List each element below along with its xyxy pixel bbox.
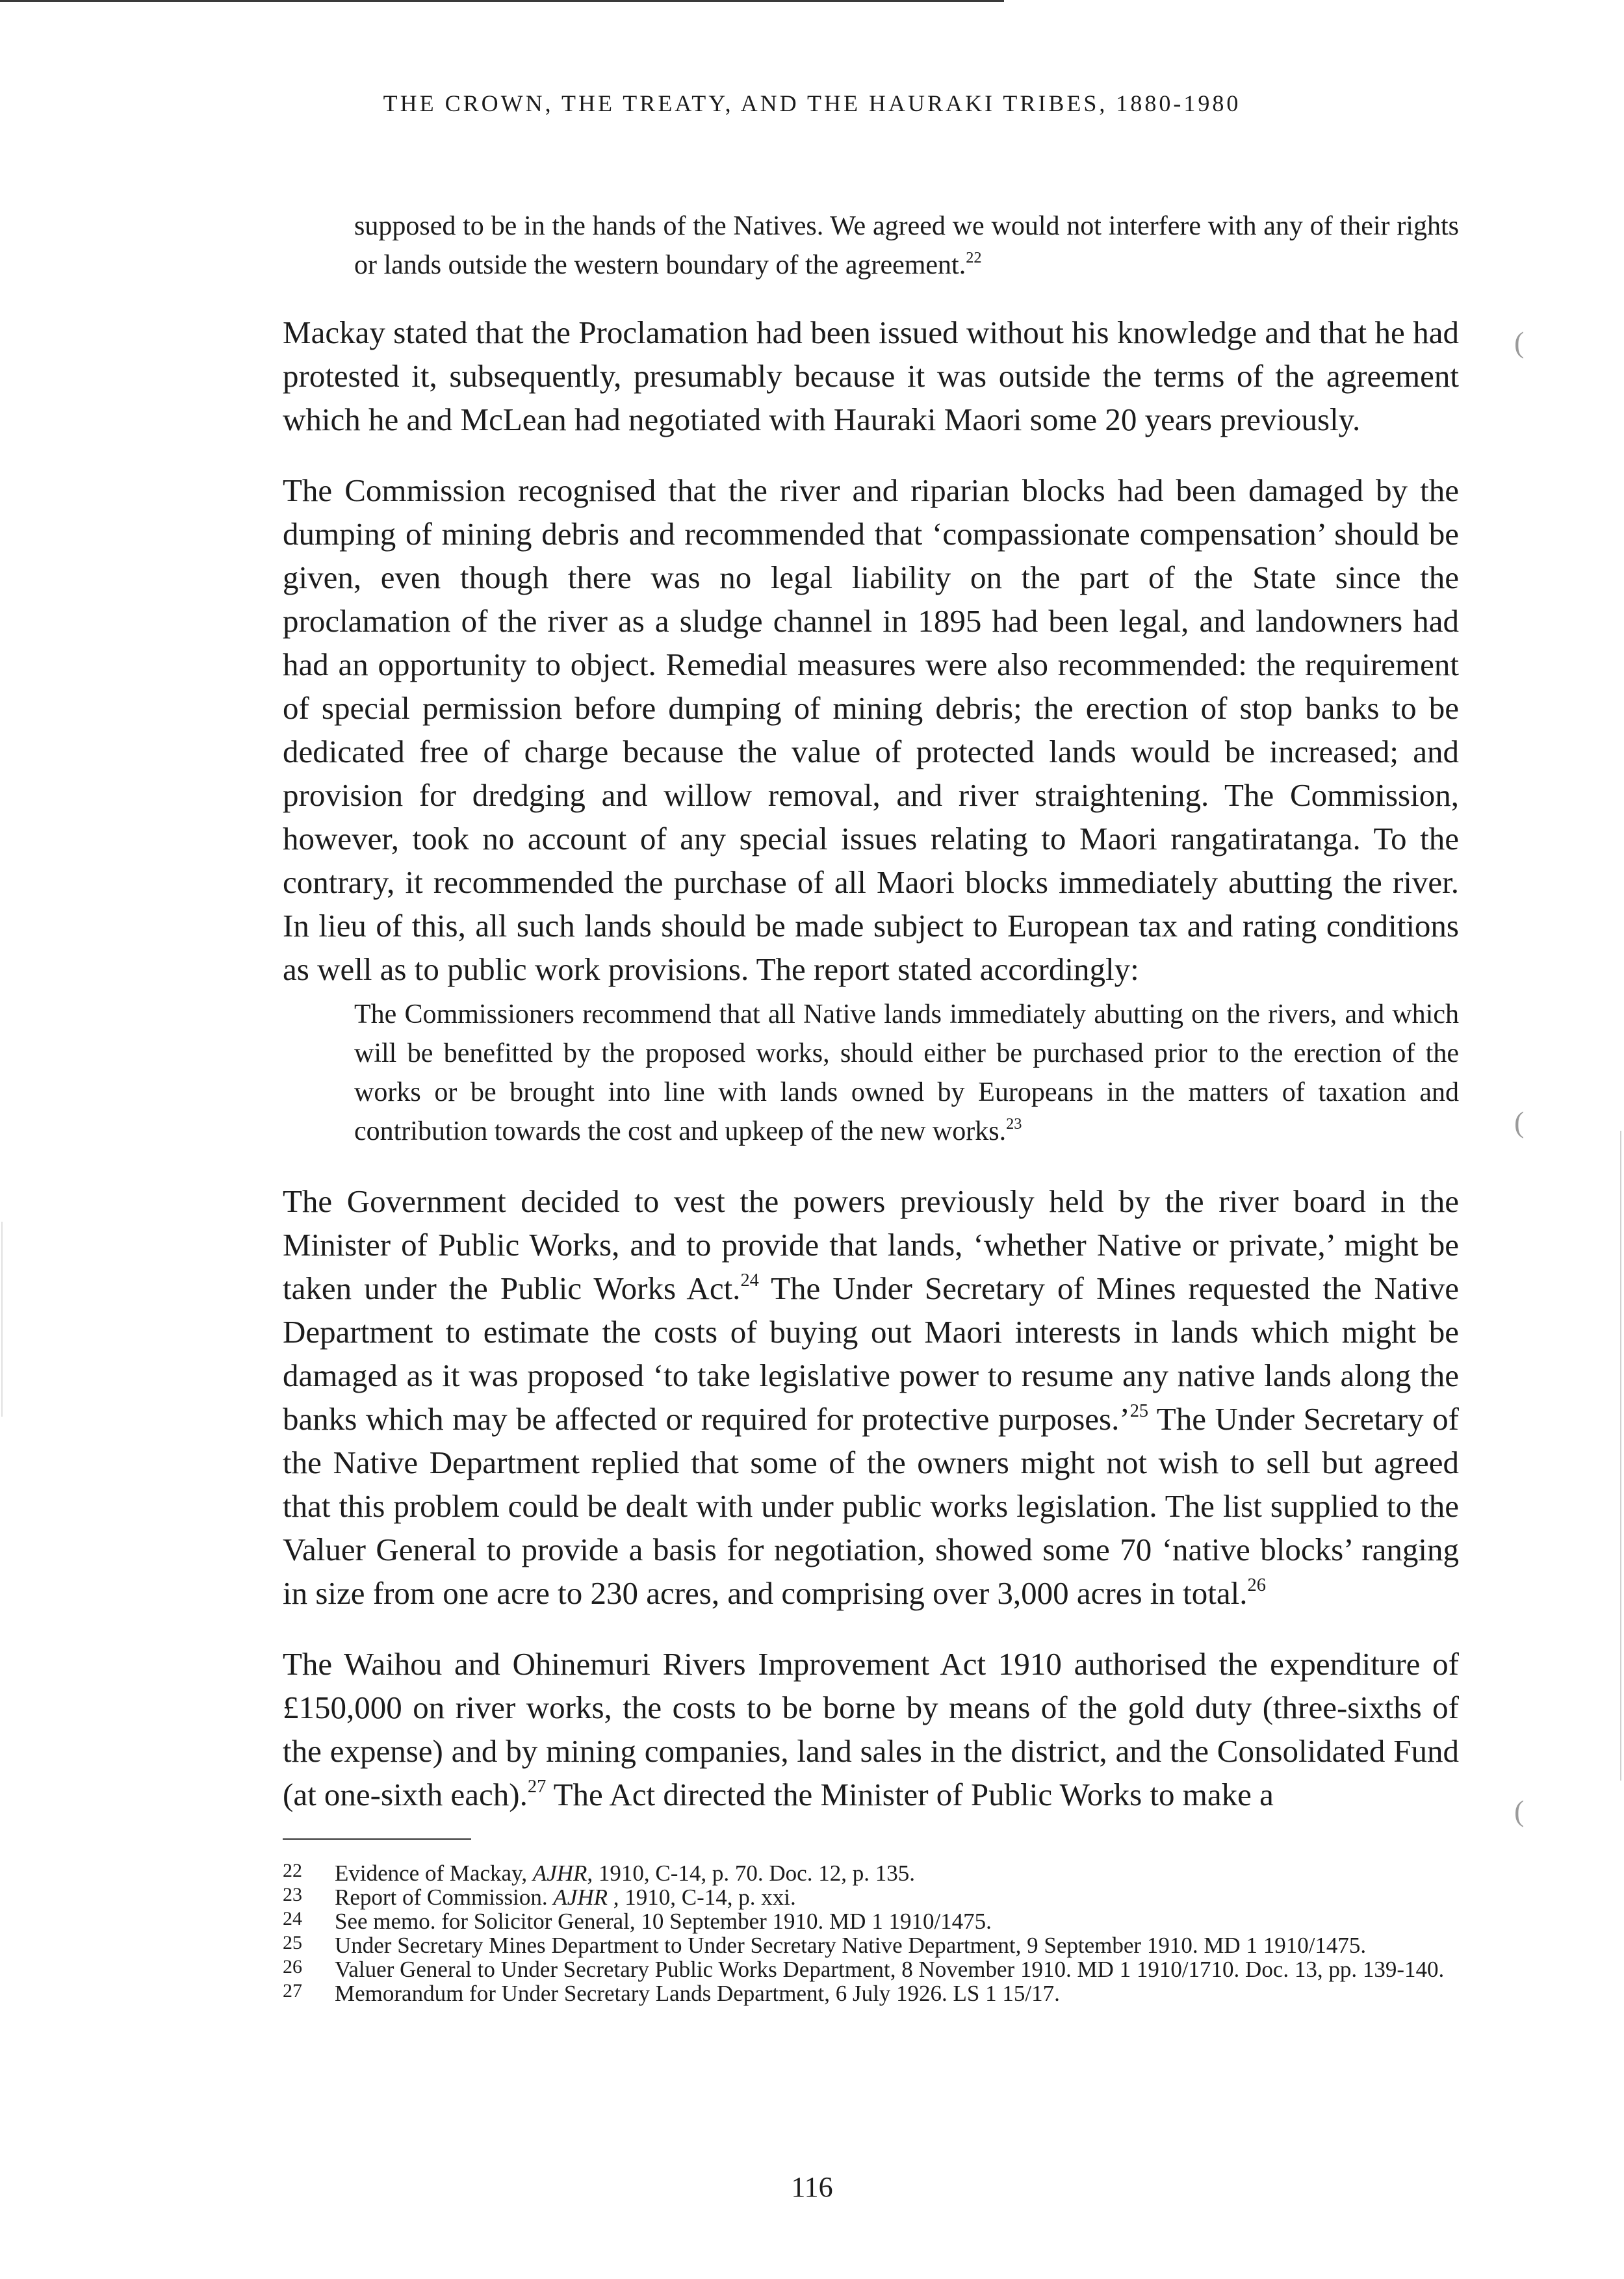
main-text <box>283 207 1459 1844</box>
block-quote-1 <box>354 207 1459 285</box>
footnote-ref: 23 <box>1006 1114 1022 1133</box>
sentence: The Under Secretary of the Native Department replied that some of the owners might not wish to sell but agreed that this problem could be dealt with under public works legislation. The list supplied to the Valuer General to provide a basis for negotiation, showed some 70 ‘native blocks’ ranging in size from one acre to 230 acres, and comprising over 3,000 acres in total. <box>283 1401 1459 1611</box>
footnote-text: , 1910, C-14, p. 70. Doc. 12, p. 135. <box>587 1861 915 1886</box>
margin-bracket-mark: ( <box>1514 1105 1525 1139</box>
footnote-ref: 26 <box>1247 1575 1266 1596</box>
block-quote-2 <box>354 995 1459 1151</box>
footnote <box>283 1908 1459 1934</box>
footnote <box>283 1956 1459 1982</box>
footnote <box>283 1932 1459 1958</box>
footnote-separator <box>283 1838 471 1840</box>
margin-bracket-mark: ( <box>1514 326 1525 359</box>
sentence: The Act directed the Minister of Public Works to make a <box>546 1777 1274 1812</box>
footnote <box>283 1862 1459 1885</box>
sentence: The Under Secretary of Mines requested the Native Department to estimate the costs of buying out Maori interests in lands which might be damaged as it was proposed ‘to take legislative power to resume any native lands along the banks which may be affected or required for protective purposes.’ <box>283 1270 1459 1437</box>
footnotes <box>283 1862 1459 2007</box>
footnote-ref: 22 <box>966 248 982 266</box>
scan-edge-line <box>1 1222 3 1417</box>
footnote-ref: 24 <box>740 1270 759 1291</box>
footnote-number: 23 <box>283 1884 302 1905</box>
scan-edge-line <box>1620 1131 1621 1781</box>
footnote-text: Under Secretary Mines Department to Under Secretary Native Department, 9 September 1910. MD 1 1910/1475. <box>335 1933 1367 1958</box>
footnote-text: Valuer General to Under Secretary Public Works Department, 8 November 1910. MD 1 1910/1710. Doc. 13, pp. 139-140. <box>335 1957 1445 1982</box>
footnote-ref: 25 <box>1129 1401 1149 1422</box>
footnote-italic: AJHR <box>532 1861 587 1886</box>
margin-bracket-mark: ( <box>1514 1794 1525 1827</box>
footnote-italic: AJHR <box>553 1885 608 1910</box>
footnote-number: 27 <box>283 1980 302 2002</box>
paragraph-1: Mackay stated that the Proclamation had been issued without his knowledge and that he had protested it, subsequently, presumably because it was outside the terms of the agreement which he and McLean had negotiated with Hauraki Maori some 20 years previously. <box>283 315 1459 437</box>
top-border-rule <box>0 0 1004 2</box>
running-head: THE CROWN, THE TREATY, AND THE HAURAKI TRIBES, 1880-1980 <box>383 90 1241 116</box>
footnote-text: Memorandum for Under Secretary Lands Department, 6 July 1926. LS 1 15/17. <box>335 1981 1060 2006</box>
quote-text: supposed to be in the hands of the Natives. We agreed we would not interfere with any of their rights or lands outside the western boundary of the agreement. <box>354 211 1459 280</box>
footnote <box>283 1980 1459 2006</box>
page-number: 116 <box>791 2171 833 2203</box>
paragraph-4 <box>283 1642 1459 1816</box>
footnote-number: 25 <box>283 1932 302 1953</box>
footnote <box>283 1886 1459 1909</box>
footnote-number: 26 <box>283 1956 302 1977</box>
footnote-number: 22 <box>283 1860 302 1881</box>
sentence: The Government decided to vest the powers previously held by the river board in the Minister of Public Works, and to provide that lands, ‘whether Native or private,’ might be taken under the Public Works Act. <box>283 1183 1459 1306</box>
footnote-ref: 27 <box>527 1777 547 1797</box>
footnote-text: See memo. for Solicitor General, 10 September 1910. MD 1 1910/1475. <box>335 1909 992 1934</box>
quote-text: The Commissioners recommend that all Native lands immediately abutting on the rivers, and which will be benefitted by the proposed works, should either be purchased prior to the erection of the works or be brought into line with lands owned by Europeans in the matters of taxation and contribution towards the cost and upkeep of the new works. <box>354 999 1459 1146</box>
footnote-text: Report of Commission. <box>335 1885 554 1910</box>
sentence: The Waihou and Ohinemuri Rivers Improvement Act 1910 authorised the expenditure of £150,000 on river works, the costs to be borne by means of the gold duty (three-sixths of the expense) and by mining companies, land sales in the district, and the Consolidated Fund (at one-sixth each). <box>283 1646 1459 1812</box>
footnote-number: 24 <box>283 1908 302 1929</box>
footnote-text: Evidence of Mackay, <box>335 1861 533 1886</box>
paragraph-3 <box>283 1179 1459 1615</box>
footnote-text: , 1910, C-14, p. xxi. <box>607 1885 796 1910</box>
paragraph-2: The Commission recognised that the river and riparian blocks had been damaged by the dumping of mining debris and recommended that ‘compassionate compensation’ should be given, even though there was no legal liability on the part of the State since the proclamation of the river as a sludge channel in 1895 had been legal, and landowners had had an opportunity to object. Remedial measures were also recommended: the requirement of special permission before dumping of mining debris; the erection of stop banks to be dedicated free of charge because the value of protected lands would be increased; and provision for dredging and willow removal, and river straightening. The Commission, however, took no account of any special issues relating to Maori rangatiratanga. To the contrary, it recommended the purchase of all Maori blocks immediately abutting the river. In lieu of this, all such lands should be made subject to European tax and rating conditions as well as to public work provisions. The report stated accordingly: <box>283 472 1459 987</box>
